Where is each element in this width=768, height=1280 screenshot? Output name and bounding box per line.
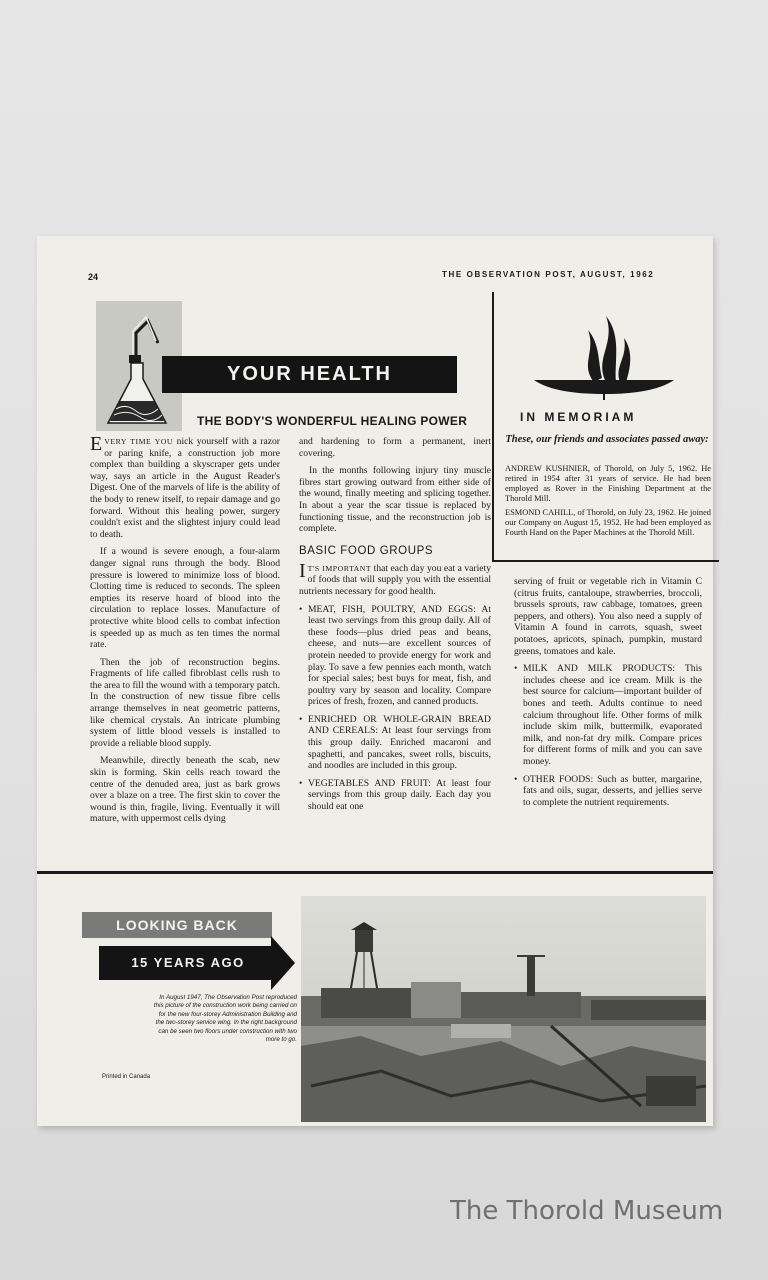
food-vegetables-continued: serving of fruit or vegetable rich in Vitamin C (citrus fruits, cantaloupe, strawberries, broccoli, brussels sprouts, raw cabbage, tomatoes, green peppers, and others). You also need a supply of Vitamin A found in carrots, squash, sweet potatoes, apricots, spinach, pumpkin, mustard greens, tomatoes and kale. xyxy=(514,576,702,657)
food-column-3 xyxy=(514,576,702,814)
food-intro: I T'S IMPORTANT that each day you eat a variety of foods that will supply you with the essential nutrients necessary for good health. xyxy=(299,559,491,597)
health-paragraph-5: and hardening to form a permanent, inert covering. xyxy=(299,436,491,459)
food-item-meat: • MEAT, FISH, POULTRY, AND EGGS: At least two servings from this group daily. All of these foods—plus dried peas and beans, cheese, and nuts—are excellent sources of protein needed to provide energy for work and play. To save a few pennies each month, watch for special sales; best buys for meat, fish, and poultry vary by season and locality. Compare prices of fresh, frozen, and canned products. xyxy=(299,604,491,708)
food-groups-heading: BASIC FOOD GROUPS xyxy=(299,544,434,557)
printed-in-canada: Printed in Canada xyxy=(102,1074,151,1080)
magazine-page xyxy=(37,236,713,1126)
health-paragraph-3: Then the job of reconstruction begins. Fragments of life called fibroblast cells rush to the area to fill the wound with a temporary patch. In the construction of new tissue fibre cells arrange themselves in neat geometric patterns, like chemical crystals. An intricate plumbing system of little blood vessels is installed to provide a reliable blood supply. xyxy=(90,656,280,749)
food-item-bread: • ENRICHED OR WHOLE-GRAIN BREAD AND CEREALS: At least four servings from this group daily. Enriched macaroni and spaghetti, and pancakes, sweet rolls, biscuits, and noodles are included in this group. xyxy=(299,714,491,772)
food-item-other: • OTHER FOODS: Such as butter, margarine, fats and oils, sugar, desserts, and jellies serve to complete the nutrient requirements. xyxy=(514,774,702,809)
years-ago-label: 15 YEARS AGO xyxy=(99,946,277,980)
page-number: 24 xyxy=(88,272,99,282)
health-subtitle: THE BODY'S WONDERFUL HEALING POWER xyxy=(197,414,468,428)
food-item-vegetables: • VEGETABLES AND FRUIT: At least four servings from this group daily. Each day you should eat one xyxy=(299,778,491,813)
memoriam-entry-cahill: ESMOND CAHILL, of Thorold, on July 23, 1962. He joined our Company on August 15, 1952. He had been employed as Fourth Hand on the Paper Machines at the Thorold Mill. xyxy=(505,508,711,537)
memoriam-title: IN MEMORIAM xyxy=(520,410,637,424)
publication-header: THE OBSERVATION POST, AUGUST, 1962 xyxy=(442,270,655,279)
health-paragraph-4: Meanwhile, directly beneath the scab, new skin is forming. Skin cells reach toward the centre of the denuded area, just as bark grows over a blaze on a tree. The first skin to cover the wound is thin, fragile, living. Eventually it will mature, with uppermost cells dying xyxy=(90,755,280,825)
food-item-milk: • MILK AND MILK PRODUCTS: This includes cheese and ice cream. Milk is the best source for calcium—important builder of bones and teeth. Adults continue to need calcium throughout life. Other forms of milk include skim milk, buttermilk, evaporated milk, and non-fat dry milk. Compare prices for different forms of milk and you can save money. xyxy=(514,663,702,767)
health-column-2 xyxy=(299,436,491,819)
construction-site-image xyxy=(301,896,706,1122)
photo-caption: In August 1947, The Observation Post reproduced this picture of the construction work being carried on for the new four-storey Administration Building and the two-storey service wing. In the right background can be seen two floors under construction with two more to go. xyxy=(153,994,297,1044)
memoriam-subtitle: These, our friends and associates passed away: xyxy=(505,434,709,445)
health-paragraph-2: If a wound is severe enough, a four-alarm danger signal runs through the body. Blood pressure is lowered to minimize loss of blood. Clotting time is reduced to seconds. The spleen empties its reserve hoard of blood into the circulation to replace losses. Manufacture of protective white blood cells to combat infection is speeded up as much as ten times the normal rate. xyxy=(90,546,280,651)
construction-photo xyxy=(301,896,706,1122)
your-health-banner: YOUR HEALTH xyxy=(162,356,457,393)
museum-watermark: The Thorold Museum xyxy=(450,1196,724,1226)
health-paragraph-1: EVERY TIME YOU nick yourself with a razor or paring knife, a construction job more complex than building a skyscraper gets under way, says an article in the August Reader's Digest. One of the marvels of life is the ability of the body to renew itself, to repair damage and go forward. Without this healing power, surgery couldn't exist and the slightest injury could lead to death. xyxy=(90,433,281,540)
health-paragraph-6: In the months following injury tiny muscle fibres start growing outward from either side of the wound, finally meeting and splicing together. In about a year the scar tissue is replaced by functioning tissue, and the reconstruction job is complete. xyxy=(299,465,491,535)
section-divider xyxy=(37,871,713,874)
memoriam-entry-kushnier: ANDREW KUSHNIER, of Thorold, on July 5, 1962. He retired in 1954 after 31 years of service. He had been employed as Rover in the Finishing Department at the Thorold Mill. xyxy=(505,464,711,503)
looking-back-label: LOOKING BACK xyxy=(82,912,272,938)
health-column-1 xyxy=(90,433,281,831)
flame-bowl-icon xyxy=(524,292,684,402)
